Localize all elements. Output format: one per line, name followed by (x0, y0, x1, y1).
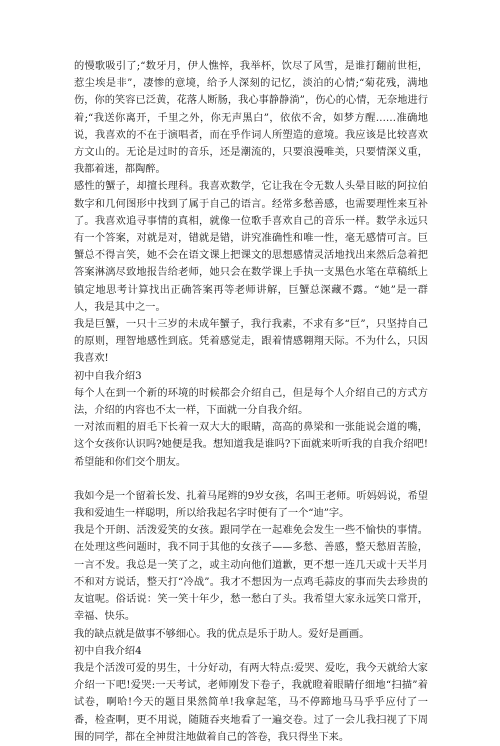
paragraph: 我的缺点就是做事不够细心。我的优点是乐于助人。爱好是画画。 (74, 628, 370, 640)
paragraph: 一对浓而粗的眉毛下长着一双大大的眼睛，高高的鼻梁和一张能说会道的嘴，这个女孩你认识吗?她便是我。想知道我是谁吗?下面就来听听我的自我介绍吧!希望能和你们交个朋友。 (74, 422, 428, 468)
paragraph: 我是个活泼可爱的男生，十分好动，有两大特点:爱哭、爱吃，我今天就给大家介绍一下吧!爱哭:一天考试，老师刚发下卷子，我就瞪着眼睛仔细地“扫描”着试卷，啊哈!今天的题目果然简单!我拿起笔，马不停蹄地马马乎乎应付了一番，检查啊，更不用说，随随吞夹地看了一遍交卷。过了一会儿我扫视了下周围的同学，都在全神贯注地做着自己的答卷，我只得坐下来。 (74, 662, 428, 743)
paragraph: 我如今是一个留着长发、扎着马尾辫的9岁女孩，名叫王老师。听妈妈说，希望我和爱迪生一样聪明，所以给我起名字时便有了一个“迪”字。 (74, 490, 428, 520)
paragraph-spacer (74, 471, 428, 488)
paragraph: 每个人在到一个新的环境的时候都会介绍自己，但是每个人介绍自己的方式方法，介绍的内容也不太一样，下面就一分自我介绍。 (74, 387, 428, 417)
section-heading: 初中自我介绍3 (74, 370, 142, 382)
paragraph: 我是巨蟹，一只十三岁的未成年蟹子，我行我素，不求有多“巨”，只坚持自己的原则，理智地感性到底。凭着感觉走，跟着情感翱翔天际。不为什么，只因我喜欢! (74, 319, 428, 365)
paragraph: 我是个开朗、活泼爱笑的女孩。跟同学在一起难免会发生一些不愉快的事情。在处理这些问题时，我不同于其他的女孩子——多愁、善感，整天愁眉苦脸，一言不发。我总是一笑了之，或主动向他们道歉，更不想一连几天或十天半月不和对方说话，整天打“冷战”。我才不想因为一点鸡毛蒜皮的事而失去珍贵的友谊呢。俗话说：笑一笑十年少，愁一愁白了头。我希望大家永远笑口常开，幸福、快乐。 (74, 525, 428, 623)
document-page (74, 58, 428, 746)
paragraph: 感性的蟹子，却擅长理科。我喜欢数学，它让我在令无数人头晕目眩的阿拉伯数字和几何图形中找到了属于自己的语言。经常多愁善感，也需要理性来互补了。我喜欢追寻事情的真相，就像一位歌手喜欢自己的音乐一样。数学永远只有一个答案，对就是对，错就是错，讲究准确性和唯一性，毫无感情可言。巨蟹总不得言笑，她不会在语文课上把课文的思想感情灵活地找出来然后急着把答案淋漓尽致地报告给老师，她只会在数学课上手执一支黑色水笔在草稿纸上镇定地思考计算找出正确答案再等老师讲解，巨蟹总深藏不露。“她”是一群人，我是其中之一。 (74, 181, 428, 313)
section-heading: 初中自我介绍4 (74, 645, 142, 657)
paragraph: 的慢歌吸引了;“数牙月，伊人憔悴，我举杯，饮尽了风雪，是谁打翻前世柜，惹尘埃是非”，凄惨的意境，给予人深刻的记忆，淡泊的心情;“菊花残，满地伤，你的笑容已泛黄，花落人断肠，我心事静静淌”，伤心的心情，无奈地进行着;“我送你离开，千里之外，你无声黑白”，依依不舍，如梦方醒……准确地说，我喜欢的不在于演唱者，而在乎作词人所塑造的意境。我应该是比较喜欢方文山的。无论是过时的音乐，还是潮流的，只要浪漫唯美，只要情深义重，我都着迷，都陶醉。 (74, 61, 428, 176)
